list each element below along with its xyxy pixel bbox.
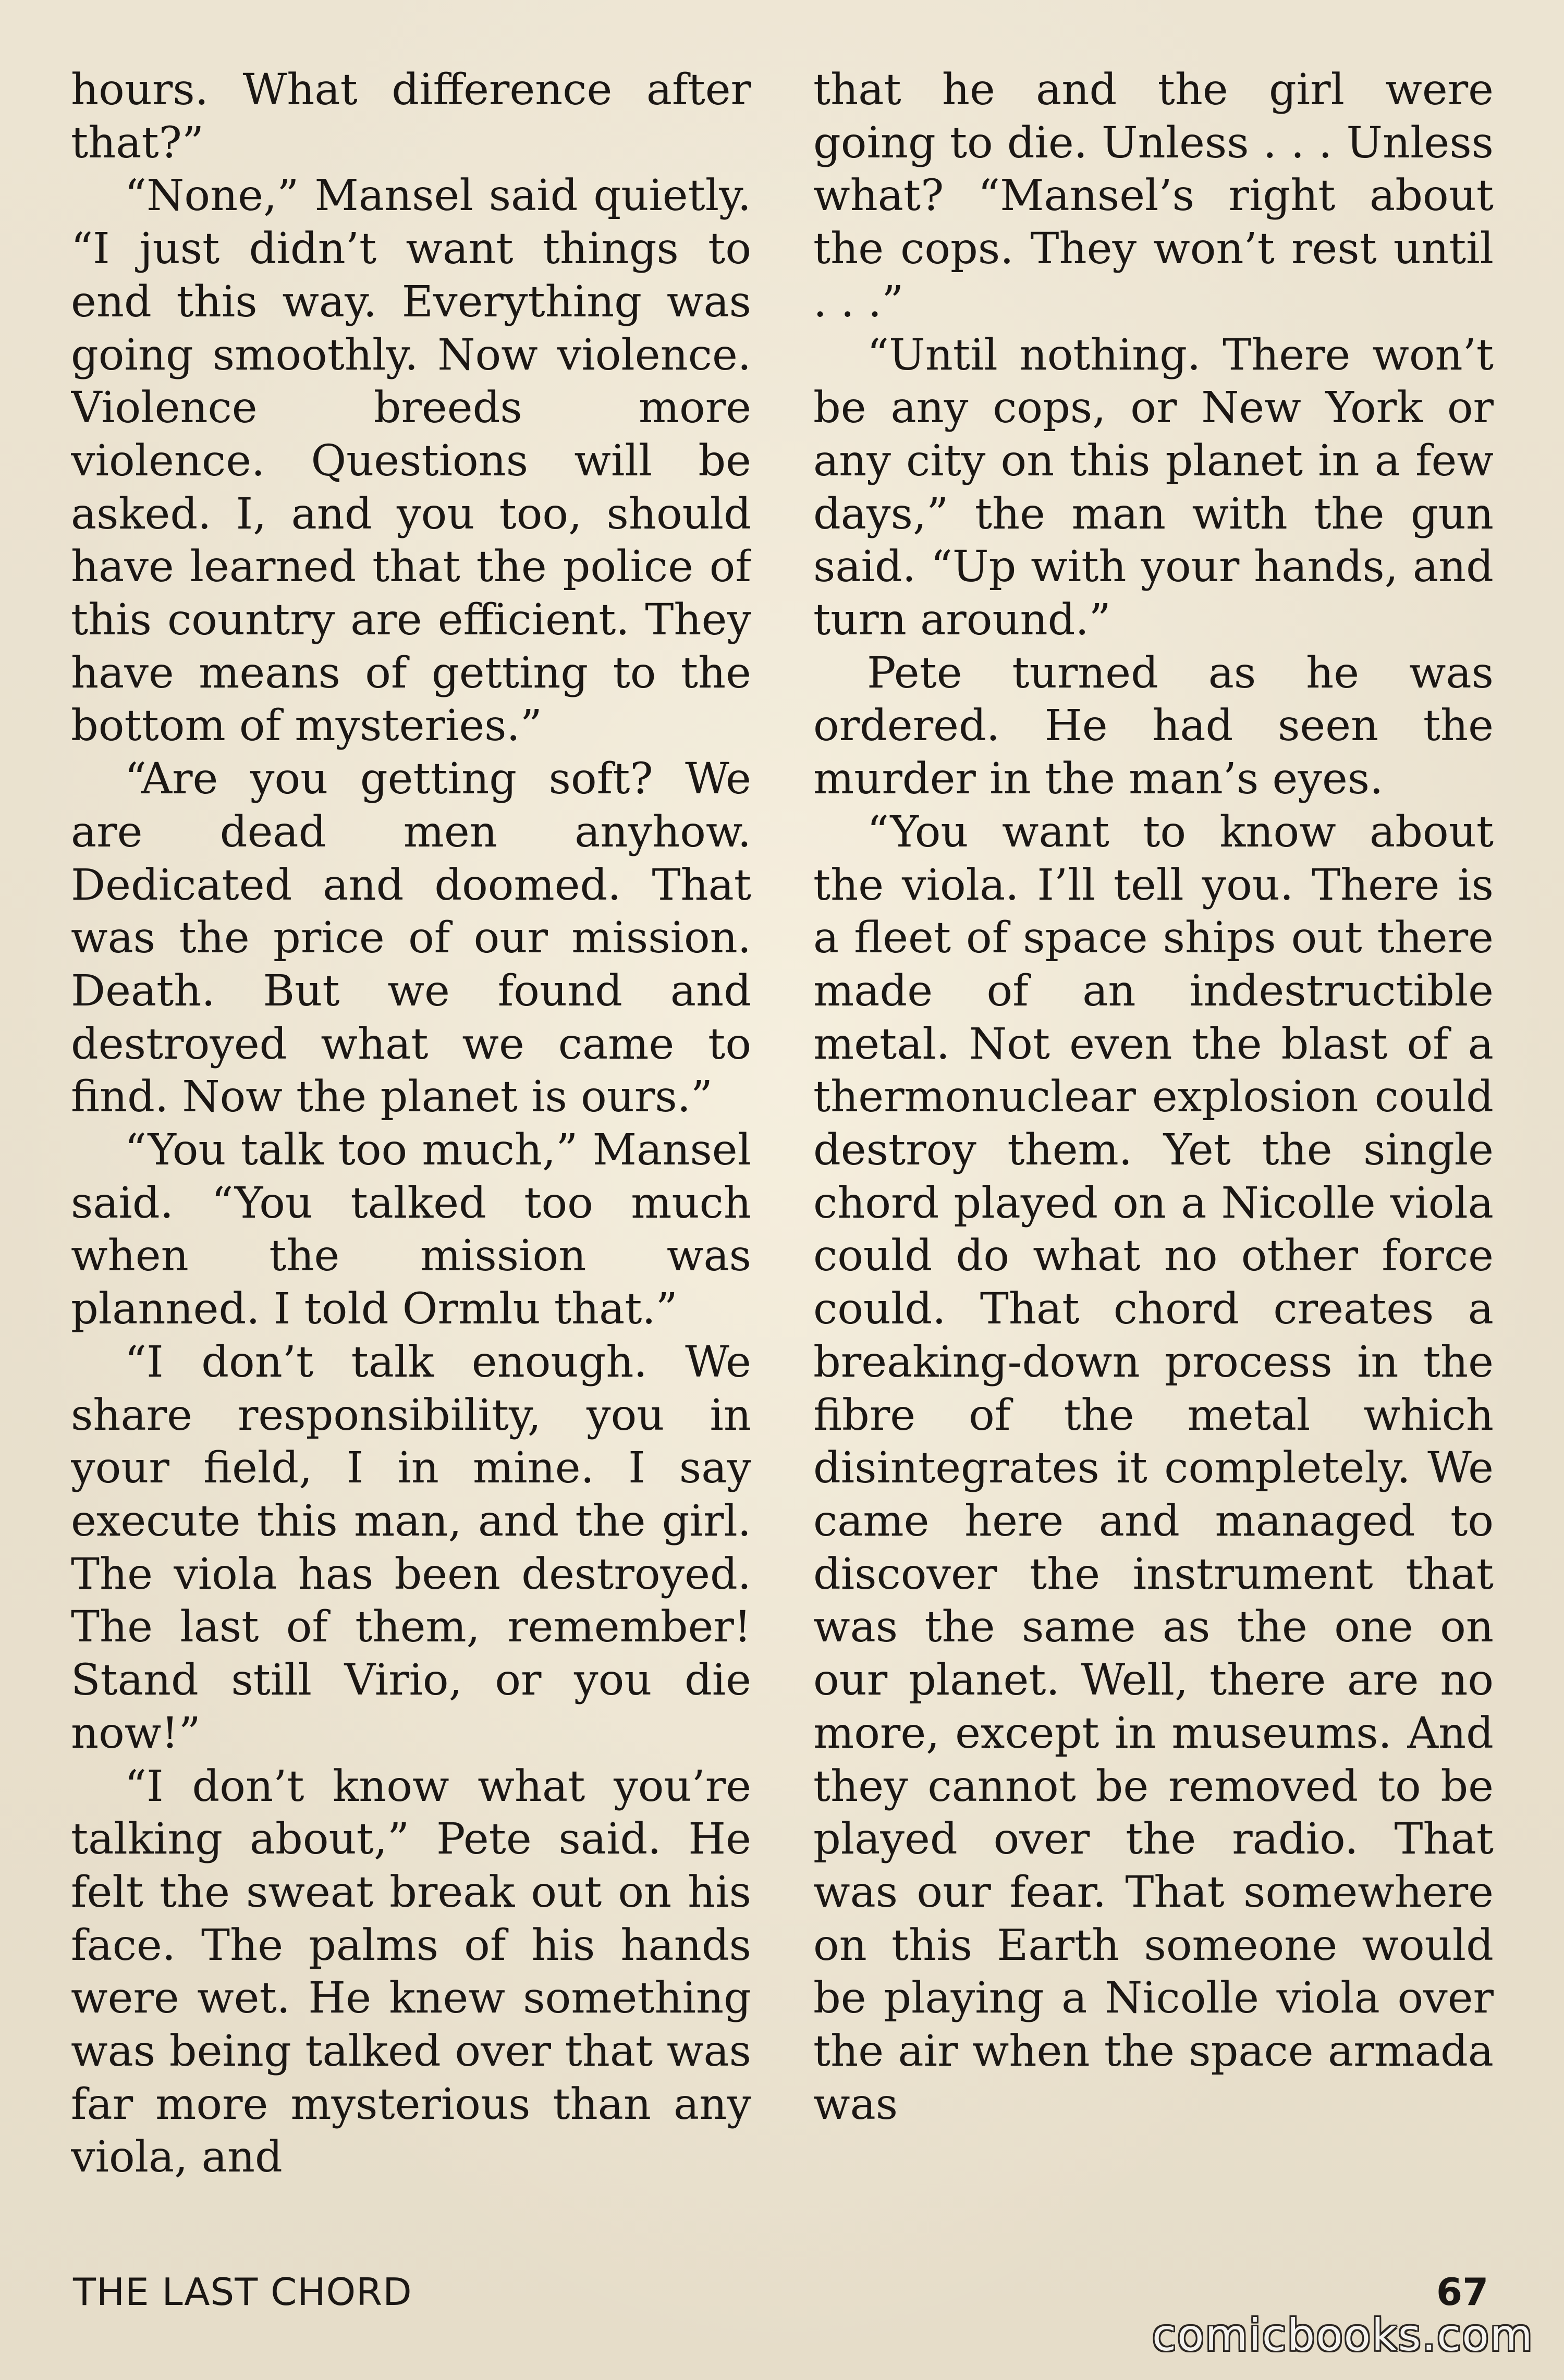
running-footer-title: THE LAST CHORD [73, 2270, 412, 2314]
paragraph: “Until nothing. There won’t be any cops, or New York or any city on this planet in a few days,” the man with the gun said. “Up with your hands, and turn around.” [813, 329, 1494, 645]
paragraph: that he and the girl were going to die. Unless . . . Unless what? “Mansel’s right about the cops. They won’t rest until . . .” [813, 65, 1494, 327]
paragraph: “Are you getting soft? We are dead men anyhow. Dedicated and doomed. That was the price of our mission. Death. But we found and destroyed what we came to find. Now the planet is ours.” [71, 754, 751, 1122]
paragraph: “You want to know about the viola. I’ll tell you. There is a fleet of space ships out there made of an indestructible metal. Not even the blast of a thermonuclear explosion could destroy them. Yet the single chord played on a Nicolle viola could do what no other force could. That chord creates a breaking-down process in the fibre of the metal which disintegrates it completely. We came here and managed to discover the instrument that was the same as the one on our planet. Well, there are no more, except in museums. And they cannot be removed to be played over the radio. That was our fear. That somewhere on this Earth someone would be playing a Nicolle viola over the air when the space armada was [813, 806, 1494, 2129]
paragraph: hours. What difference after that?” [71, 65, 751, 168]
page-number: 67 [1436, 2270, 1489, 2314]
paragraph: “None,” Mansel said quietly. “I just didn’t want things to end this way. Everything was going smoothly. Now violence. Violence breeds more violence. Questions will be asked. I, and you too, should have learned that the police of this country are efficient. They have means of getting to the bottom of mysteries.” [71, 170, 751, 751]
paragraph: Pete turned as he was ordered. He had seen the murder in the man’s eyes. [813, 647, 1494, 804]
watermark: comicbooks.com [1152, 2310, 1534, 2361]
paragraph: “You talk too much,” Mansel said. “You talked too much when the mission was planned. I told Ormlu that.” [71, 1125, 751, 1334]
left-text-column [71, 64, 751, 2237]
paragraph: “I don’t know what you’re talking about,” Pete said. He felt the sweat break out on his face. The palms of his hands were wet. He knew something was being talked over that was far more mysterious than any viola, and [71, 1761, 751, 2182]
right-text-column [813, 64, 1494, 2237]
paragraph: “I don’t talk enough. We share responsibility, you in your field, I in mine. I say execute this man, and the girl. The viola has been destroyed. The last of them, remember! Stand still Virio, or you die now!” [71, 1336, 751, 1758]
